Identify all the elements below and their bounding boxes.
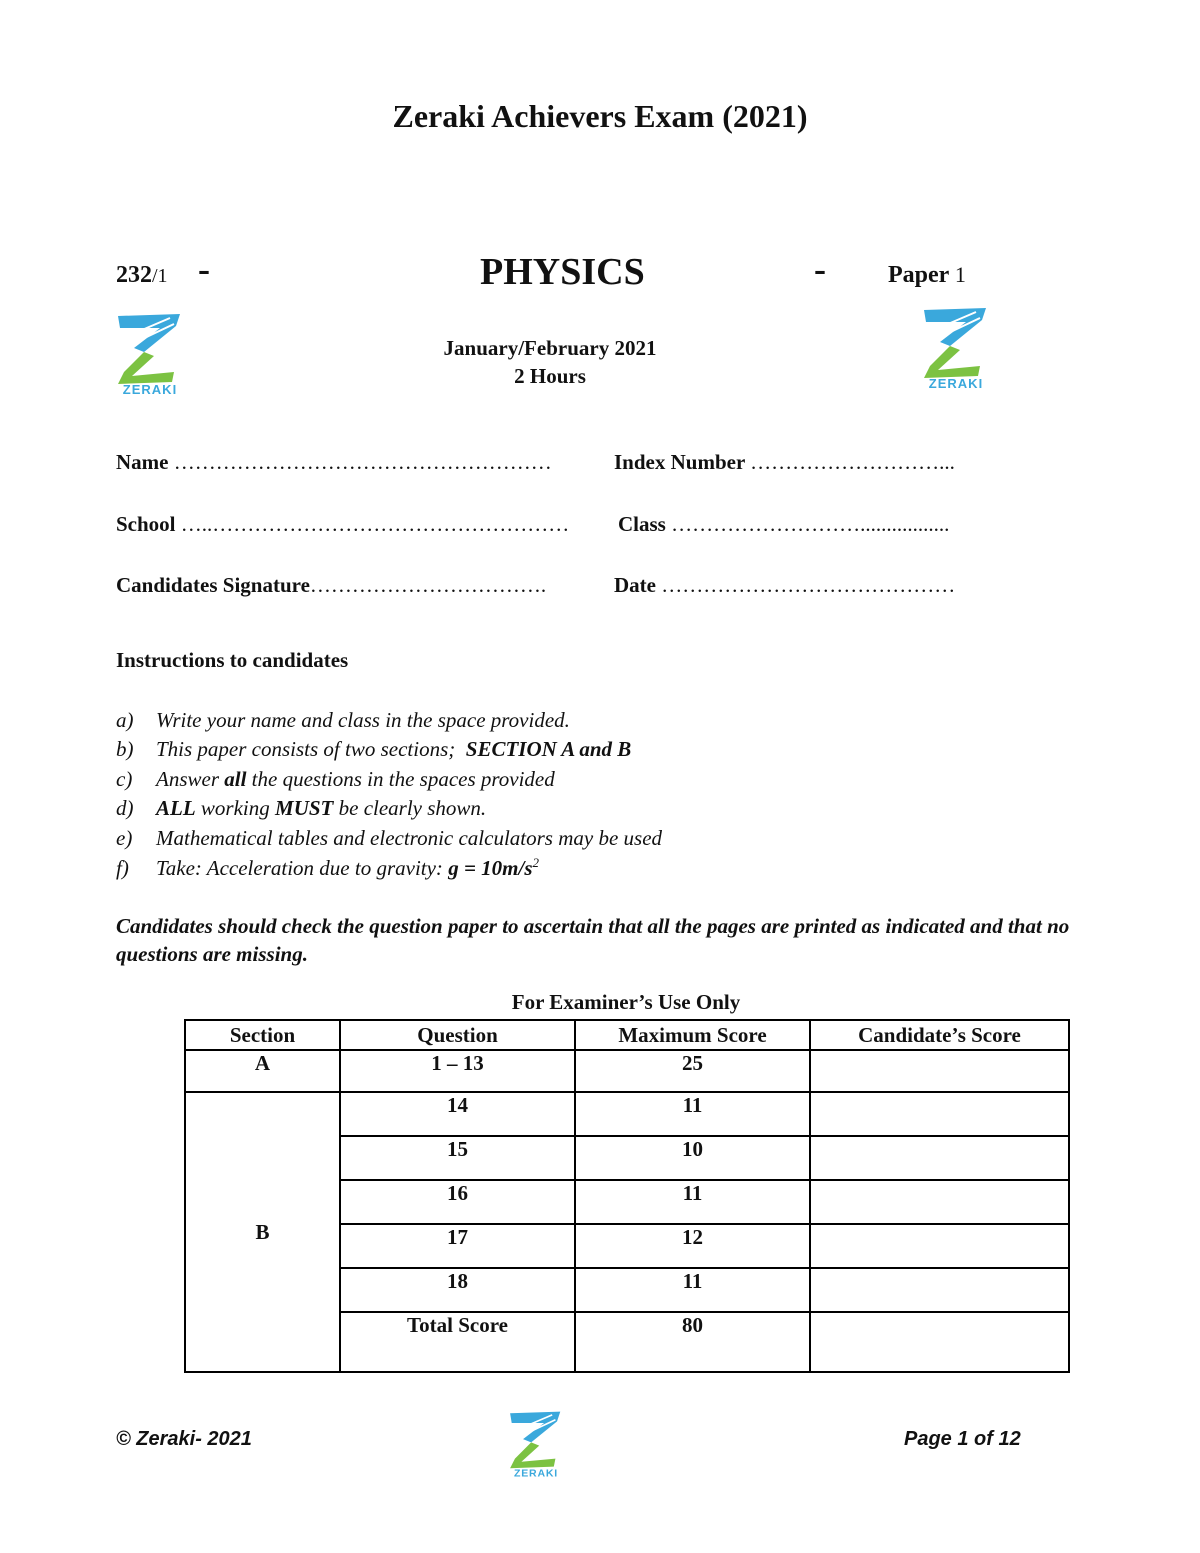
logo-z-blue <box>510 1412 560 1443</box>
school-field <box>116 512 569 537</box>
question-cell: 17 <box>340 1224 575 1268</box>
total-label-cell: Total Score <box>340 1312 575 1372</box>
table-header-row <box>185 1020 1069 1050</box>
question-cell: 1 – 13 <box>340 1050 575 1092</box>
subject-title: PHYSICS <box>480 251 645 293</box>
index-dots: ………………………... <box>750 450 955 474</box>
instructions-list <box>116 708 662 884</box>
question-cell: 14 <box>340 1092 575 1136</box>
signature-dots: ……………………………. <box>309 573 547 597</box>
zeraki-logo <box>506 1410 566 1478</box>
separator-dash: - <box>814 249 826 289</box>
table-caption: For Examiner’s Use Only <box>511 990 741 1014</box>
date-dots: …………………………………… <box>661 573 956 597</box>
table-row <box>185 1050 1069 1092</box>
question-cell: 15 <box>340 1136 575 1180</box>
logo-text: ZERAKI <box>122 382 178 396</box>
list-item: a) Write your name and class in the space provided. <box>116 708 570 732</box>
question-cell: 16 <box>340 1180 575 1224</box>
class-dots: ………………………................. <box>671 512 950 536</box>
exam-date: January/February 2021 <box>443 336 657 360</box>
class-field <box>618 512 949 537</box>
header-cell: Section <box>185 1020 340 1050</box>
list-item: b) This paper consists of two sections; SECTION A and B <box>116 737 632 762</box>
section-cell: A <box>185 1050 340 1092</box>
max-score-cell: 25 <box>575 1050 810 1092</box>
paper-label <box>888 262 966 289</box>
footer-copyright: © Zeraki- 2021 <box>116 1428 252 1450</box>
candidate-total-cell[interactable] <box>810 1312 1069 1372</box>
candidate-score-cell[interactable] <box>810 1268 1069 1312</box>
check-note: Candidates should check the question paper to ascertain that all the pages are printed as indicated and that no questions are missing. <box>116 914 1070 966</box>
paper-code <box>116 262 168 289</box>
school-label: School <box>116 512 176 536</box>
class-label: Class <box>618 512 666 536</box>
footer-page-number: Page 1 of 12 <box>904 1428 1021 1450</box>
signature-label: Candidates Signature <box>116 573 310 597</box>
index-label: Index Number <box>614 450 745 474</box>
list-item: e) Mathematical tables and electronic calculators may be used <box>116 825 663 850</box>
name-label: Name <box>116 450 169 474</box>
paper-word: Paper <box>888 262 949 288</box>
max-score-cell: 10 <box>575 1136 810 1180</box>
list-item: f) Take: Acceleration due to gravity: $g = 10m/s^2$ <box>116 854 539 880</box>
index-field <box>614 450 955 475</box>
candidate-score-cell[interactable] <box>810 1092 1069 1136</box>
school-dots: …..…………………………………………… <box>180 512 570 536</box>
name-field <box>116 450 552 475</box>
paper-number: 1 <box>954 262 966 287</box>
paper-code-sub: /1 <box>152 265 168 287</box>
logo-text: ZERAKI <box>928 376 984 390</box>
date-field <box>614 573 955 598</box>
logo-text: ZERAKI <box>514 1467 558 1478</box>
date-label: Date <box>614 573 656 597</box>
total-max-cell: 80 <box>575 1312 810 1372</box>
paper-code-main: 232 <box>116 262 152 288</box>
signature-field <box>116 573 546 598</box>
table-row <box>185 1092 1069 1136</box>
candidate-score-cell[interactable] <box>810 1180 1069 1224</box>
header-cell: Candidate’s Score <box>810 1020 1069 1050</box>
header-cell: Maximum Score <box>575 1020 810 1050</box>
name-dots: ……………………………………………… <box>173 450 552 474</box>
question-cell: 18 <box>340 1268 575 1312</box>
max-score-cell: 12 <box>575 1224 810 1268</box>
candidate-score-cell[interactable] <box>810 1136 1069 1180</box>
score-table <box>184 1019 1070 1373</box>
instructions-heading: Instructions to candidates <box>116 648 349 672</box>
exam-duration: 2 Hours <box>514 364 586 388</box>
list-item: d) ALL working MUST be clearly shown. <box>116 796 487 821</box>
candidate-score-cell[interactable] <box>810 1224 1069 1268</box>
max-score-cell: 11 <box>575 1268 810 1312</box>
logo-z-green <box>510 1442 555 1468</box>
max-score-cell: 11 <box>575 1092 810 1136</box>
candidate-score-cell[interactable] <box>810 1050 1069 1092</box>
separator-dash: - <box>198 249 210 289</box>
section-cell: B <box>185 1092 340 1372</box>
max-score-cell: 11 <box>575 1180 810 1224</box>
exam-title: Zeraki Achievers Exam (2021) <box>392 98 808 134</box>
list-item: c) Answer all the questions in the spaces provided <box>116 766 555 791</box>
header-cell: Question <box>340 1020 575 1050</box>
